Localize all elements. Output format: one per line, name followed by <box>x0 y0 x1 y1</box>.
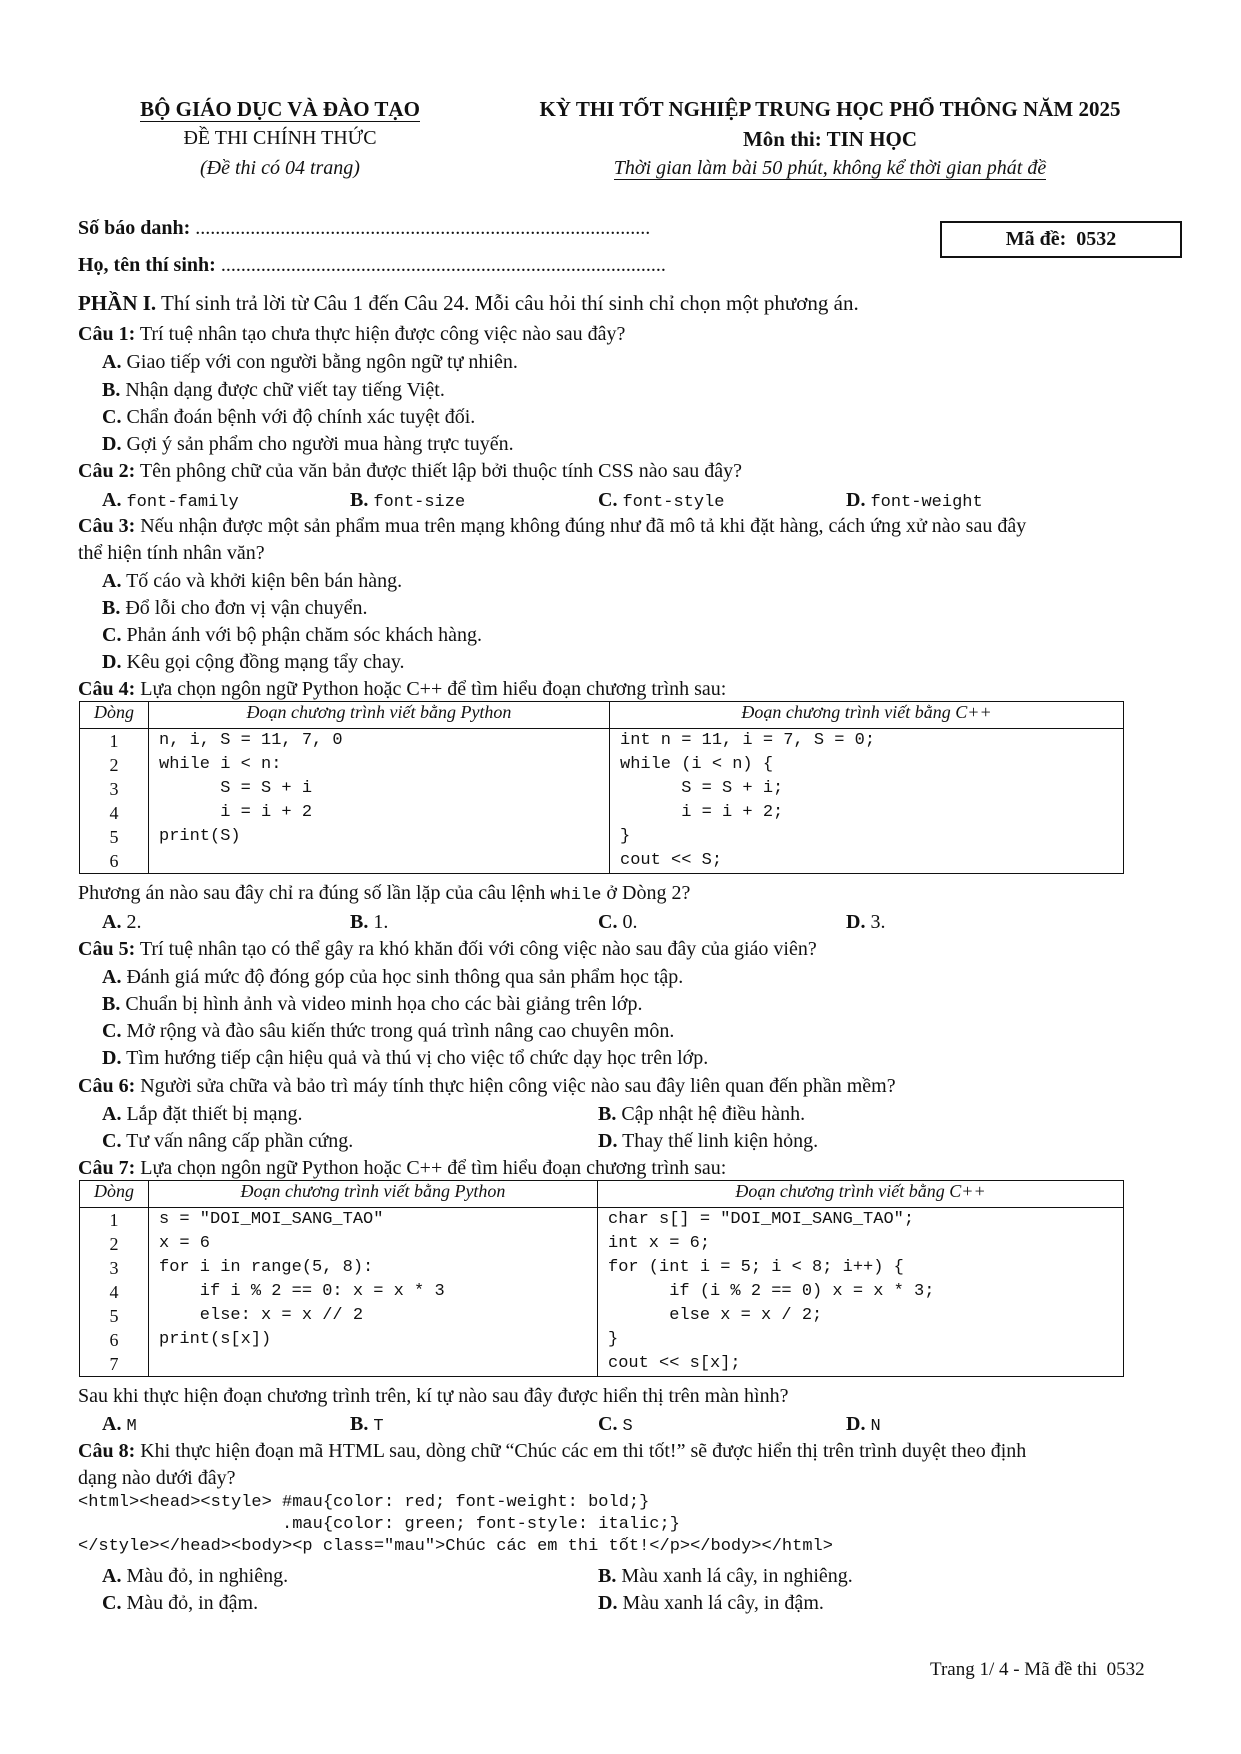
q4-header-python: Đoạn chương trình viết bằng Python <box>149 702 610 729</box>
q4-question: Phương án nào sau đây chỉ ra đúng số lần lặp của câu lệnh while ở Dòng 2? <box>78 882 691 905</box>
q2-option-b: B. font-size <box>350 489 466 512</box>
q6-option-b: B. Cập nhật hệ điều hành. <box>598 1103 806 1125</box>
q7-stem: Câu 7: Lựa chọn ngôn ngữ Python hoặc C++ để tìm hiểu đoạn chương trình sau: <box>78 1157 727 1179</box>
subject-label: Môn thi: <box>742 127 822 151</box>
q7-line-numbers: 1 2 3 4 5 6 7 <box>80 1208 149 1377</box>
candidate-name-line: Họ, tên thí sinh: ......................................................................................... <box>78 254 666 276</box>
q8-code-line-3: </style></head><body><p class="mau">Chúc các em thi tốt!</p></body></html> <box>78 1537 833 1556</box>
q3-option-a: A. Tố cáo và khởi kiện bên bán hàng. <box>102 570 403 592</box>
q3-option-c: C. Phản ánh với bộ phận chăm sóc khách hàng. <box>102 624 482 646</box>
q7-cpp-code: char s[] = "DOI_MOI_SANG_TAO"; int x = 6; for (int i = 5; i < 8; i++) { if (i % 2 == 0) x = x * 3; else x = x / 2; } cout << s[x]; <box>598 1208 1124 1377</box>
subject-line <box>500 127 1160 152</box>
q7-option-c: C. S <box>598 1413 633 1436</box>
q4-python-code: n, i, S = 11, 7, 0 while i < n: S = S + i i = i + 2 print(S) <box>149 729 610 874</box>
q8-option-c: C. Màu đỏ, in đậm. <box>102 1592 259 1614</box>
q7-code-table <box>79 1180 1124 1377</box>
ministry-name: BỘ GIÁO DỤC VÀ ĐÀO TẠO <box>140 97 420 121</box>
q8-code-line-2: .mau{color: green; font-style: italic;} <box>78 1515 680 1534</box>
q4-header-cpp: Đoạn chương trình viết bằng C++ <box>610 702 1124 729</box>
q4-option-a: A. 2. <box>102 911 142 933</box>
q7-header-python: Đoạn chương trình viết bằng Python <box>149 1181 598 1208</box>
q8-stem: Câu 8: Khi thực hiện đoạn mã HTML sau, dòng chữ “Chúc các em thi tốt!” sẽ được hiển thị trên trình duyệt theo định <box>78 1440 1027 1462</box>
q8-option-a: A. Màu đỏ, in nghiêng. <box>102 1565 289 1587</box>
q1-option-a: A. Giao tiếp với con người bằng ngôn ngữ tự nhiên. <box>102 351 518 373</box>
exam-title: KỲ THI TỐT NGHIỆP TRUNG HỌC PHỔ THÔNG NĂM 2025 <box>539 97 1121 121</box>
q2-option-d: D. font-weight <box>846 489 983 512</box>
q5-option-c: C. Mở rộng và đào sâu kiến thức trong quá trình nâng cao chuyên môn. <box>102 1020 675 1042</box>
q5-option-a: A. Đánh giá mức độ đóng góp của học sinh thông qua sản phẩm học tập. <box>102 966 684 988</box>
q2-option-c: C. font-style <box>598 489 725 512</box>
q7-python-code: s = "DOI_MOI_SANG_TAO" x = 6 for i in range(5, 8): if i % 2 == 0: x = x * 3 else: x = x // 2 print(s[x]) <box>149 1208 598 1377</box>
q8-stem-cont: dạng nào dưới đây? <box>78 1467 236 1489</box>
page-footer: Trang 1/ 4 - Mã đề thi 0532 <box>930 1659 1145 1680</box>
q4-stem: Câu 4: Lựa chọn ngôn ngữ Python hoặc C++ để tìm hiểu đoạn chương trình sau: <box>78 678 727 700</box>
q6-option-a: A. Lắp đặt thiết bị mạng. <box>102 1103 303 1125</box>
q5-option-b: B. Chuẩn bị hình ảnh và video minh họa cho các bài giảng trên lớp. <box>102 993 643 1015</box>
q6-stem: Câu 6: Người sửa chữa và bảo trì máy tính thực hiện công việc nào sau đây liên quan đến phần mềm? <box>78 1075 896 1097</box>
q4-line-numbers: 1 2 3 4 5 6 <box>80 729 149 874</box>
q3-stem-cont: thể hiện tính nhân văn? <box>78 542 265 564</box>
q6-option-c: C. Tư vấn nâng cấp phần cứng. <box>102 1130 354 1152</box>
q5-option-d: D. Tìm hướng tiếp cận hiệu quả và thú vị cho việc tổ chức dạy học trên lớp. <box>102 1047 709 1069</box>
q5-stem: Câu 5: Trí tuệ nhân tạo có thể gây ra khó khăn đối với công việc nào sau đây của giáo viên? <box>78 938 817 960</box>
subject-name: TIN HỌC <box>826 127 918 151</box>
q4-header-line: Dòng <box>80 702 149 729</box>
q7-option-b: B. T <box>350 1413 384 1436</box>
q4-option-b: B. 1. <box>350 911 389 933</box>
q6-option-d: D. Thay thế linh kiện hỏng. <box>598 1130 819 1152</box>
q7-question: Sau khi thực hiện đoạn chương trình trên, kí tự nào sau đây được hiển thị trên màn hình? <box>78 1385 789 1407</box>
q7-header-line: Dòng <box>80 1181 149 1208</box>
q4-code-table <box>79 701 1124 874</box>
q8-option-b: B. Màu xanh lá cây, in nghiêng. <box>598 1565 853 1587</box>
q1-option-c: C. Chẩn đoán bệnh với độ chính xác tuyệt đối. <box>102 406 476 428</box>
q1-stem: Câu 1: Trí tuệ nhân tạo chưa thực hiện được công việc nào sau đây? <box>78 323 626 345</box>
q4-option-c: C. 0. <box>598 911 638 933</box>
part1-instruction: PHẦN I. Thí sinh trả lời từ Câu 1 đến Câu 24. Mỗi câu hỏi thí sinh chỉ chọn một phương án. <box>78 291 859 315</box>
q7-header-cpp: Đoạn chương trình viết bằng C++ <box>598 1181 1124 1208</box>
q3-option-b: B. Đổ lỗi cho đơn vị vận chuyển. <box>102 597 368 619</box>
exam-code-box: Mã đề: 0532 <box>940 221 1182 258</box>
q4-cpp-code: int n = 11, i = 7, S = 0; while (i < n) { S = S + i; i = i + 2; } cout << S; <box>610 729 1124 874</box>
q3-option-d: D. Kêu gọi cộng đồng mạng tẩy chay. <box>102 651 405 673</box>
q1-option-d: D. Gợi ý sản phẩm cho người mua hàng trực tuyến. <box>102 433 514 455</box>
q7-option-d: D. N <box>846 1413 881 1436</box>
q4-option-d: D. 3. <box>846 911 886 933</box>
official-label: ĐỀ THI CHÍNH THỨC <box>183 127 377 149</box>
q3-stem: Câu 3: Nếu nhận được một sản phẩm mua trên mạng không đúng như đã mô tả khi đặt hàng, cách ứng xử nào sau đây <box>78 515 1027 537</box>
candidate-id-line: Số báo danh: ........................................................................................... <box>78 217 651 239</box>
time-note: Thời gian làm bài 50 phút, không kể thời gian phát đề <box>613 157 1047 179</box>
q2-option-a: A. font-family <box>102 489 239 512</box>
q8-option-d: D. Màu xanh lá cây, in đậm. <box>598 1592 824 1614</box>
q1-option-b: B. Nhận dạng được chữ viết tay tiếng Việt. <box>102 379 445 401</box>
q2-stem: Câu 2: Tên phông chữ của văn bản được thiết lập bởi thuộc tính CSS nào sau đây? <box>78 460 743 482</box>
pages-note: (Đề thi có 04 trang) <box>200 157 360 179</box>
q7-option-a: A. M <box>102 1413 137 1436</box>
q8-code-line-1: <html><head><style> #mau{color: red; font-weight: bold;} <box>78 1493 650 1512</box>
